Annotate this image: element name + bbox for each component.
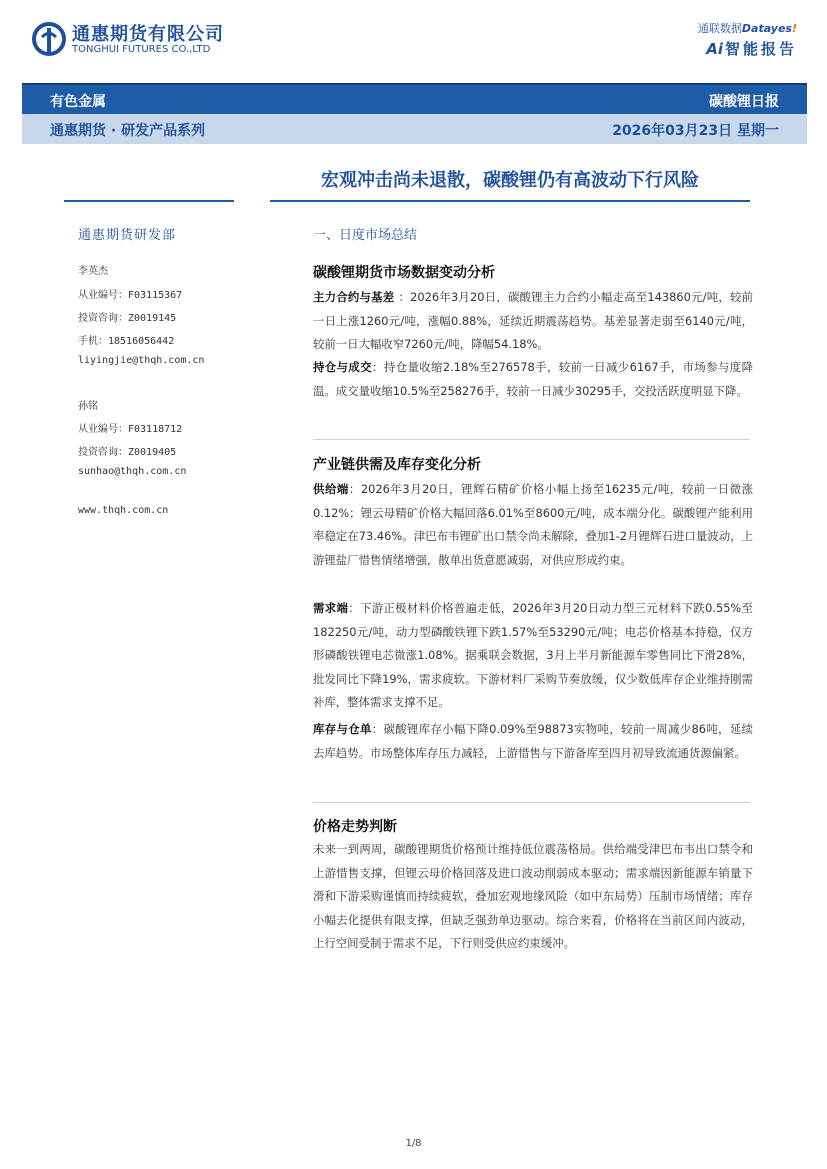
paragraph-supply [313,478,753,572]
heading-market: 碳酸锂期货市场数据变动分析 [313,265,495,281]
report-title: 宏观冲击尚未退散，碳酸锂仍有高波动下行风险 [321,170,699,191]
tonghui-logo-icon [32,22,66,56]
brand-name-en: TONGHUI FUTURES CO.,LTD [72,44,211,55]
series-label: 通惠期货 · 研发产品系列 [50,123,206,139]
category-bar [22,83,807,114]
text-position-volume: ：持仓量收缩2.18%至276578手，较前一日减少6167手，市场参与度降温。成交量收缩10.5%至258276手，较前一日减少30295手，交投活跃度明显下降。 [313,360,753,398]
divider [313,802,750,803]
brand-name-cn: 通惠期货有限公司 [72,24,224,45]
paragraph-contract-basis [313,286,753,357]
category-label: 有色金属 [50,94,106,110]
text-demand: ：下游正极材料价格普遍走低，2026年3月20日动力型三元材料下跌0.55%至182250元/吨，动力型磷酸铁锂下跌1.57%至53290元/吨；电芯价格基本持稳，仅方形磷酸铁锂电芯微涨1.08%。据乘联会数据，3月上半月新能源车零售同比下滑28%，批发同比下降19%，需求疲软。下游材料厂采购节奏放缓，仅少数低库存企业维持刚需补库，整体需求支撑不足。 [313,601,753,709]
datayes-en: Datayes [741,22,792,35]
paragraph-position-volume [313,356,753,403]
paragraph-price-outlook: 未来一到两周，碳酸锂期货价格预计维持低位震荡格局。供给端受津巴布韦出口禁令和上游惜售支撑，但锂云母价格回落及进口波动削弱成本驱动；需求端因新能源车销量下滑和下游采购谨慎而持续疲软，叠加宏观地缘风险（如中东局势）压制市场情绪；库存小幅去化提供有限支撑，但缺乏强劲单边驱动。综合来看，价格将在当前区间内波动，上行空间受制于需求不足，下行则受供应约束缓冲。 [313,842,753,950]
ai-report-label [706,38,797,59]
report-type-label: 碳酸锂日报 [709,94,779,110]
paragraph-inventory [313,718,753,765]
website-link[interactable]: www.thqh.com.cn [78,505,169,516]
heading-chain: 产业链供需及库存变化分析 [313,457,481,473]
analyst-email[interactable]: sunhao@thqh.com.cn [78,466,187,477]
analyst-cert: 从业编号：F03118712 [78,424,183,435]
text-contract-basis: ：2026年3月20日，碳酸锂主力合约小幅走高至143860元/吨，较前一日上涨1260元/吨，涨幅0.88%，延续近期震荡趋势。基差显著走弱至6140元/吨，较前一日大幅收窄7260元/吨，降幅54.18%。 [313,290,753,351]
analyst-email[interactable]: liyingjie@thqh.com.cn [78,355,205,366]
lead-contract-basis: 主力合约与基差 [313,290,399,304]
divider [64,200,234,202]
research-dept: 通惠期货研发部 [78,228,177,243]
paragraph-demand [313,597,753,715]
datayes-logo [698,20,797,36]
lead-position-volume: 持仓与成交 [313,360,373,374]
analyst-advisory: 投资咨询：Z0019145 [78,313,177,324]
datayes-mark: ! [791,22,797,35]
analyst-cert: 从业编号：F03115367 [78,290,183,301]
lead-supply: 供给端 [313,482,349,496]
ai-report-text: 智能报告 [724,40,797,58]
ai-mark: Ai [706,40,723,58]
report-date: 2026年03月23日 星期一 [612,123,779,139]
text-inventory: ：碳酸锂库存小幅下降0.09%至98873实物吨，较前一周减少86吨，延续去库趋势。市场整体库存压力减轻，上游惜售与下游备库至四月初导致流通货源偏紧。 [313,722,753,760]
section-title: 一、日度市场总结 [313,228,418,243]
datayes-cn: 通联数据 [697,22,742,35]
heading-price: 价格走势判断 [313,819,397,835]
divider [270,200,750,202]
analyst-name: 孙铭 [78,401,98,412]
page-number: 1/8 [405,1138,422,1149]
analyst-advisory: 投资咨询：Z0019405 [78,447,177,458]
lead-demand: 需求端 [313,601,349,615]
analyst-name: 李英杰 [78,266,108,277]
divider [313,439,750,440]
analyst-phone: 手机：18516056442 [78,336,175,347]
lead-inventory: 库存与仓单 [313,722,372,736]
series-bar [22,114,807,144]
text-supply: ：2026年3月20日，锂辉石精矿价格小幅上扬至16235元/吨，较前一日微涨0.12%；锂云母精矿价格大幅回落6.01%至8600元/吨，成本端分化。碳酸锂产能利用率稳定在73.46%。津巴布韦锂矿出口禁令尚未解除，叠加1-2月锂辉石进口量波动，上游锂盐厂惜售情绪增强，散单出货意愿减弱，对供应形成约束。 [313,482,753,567]
